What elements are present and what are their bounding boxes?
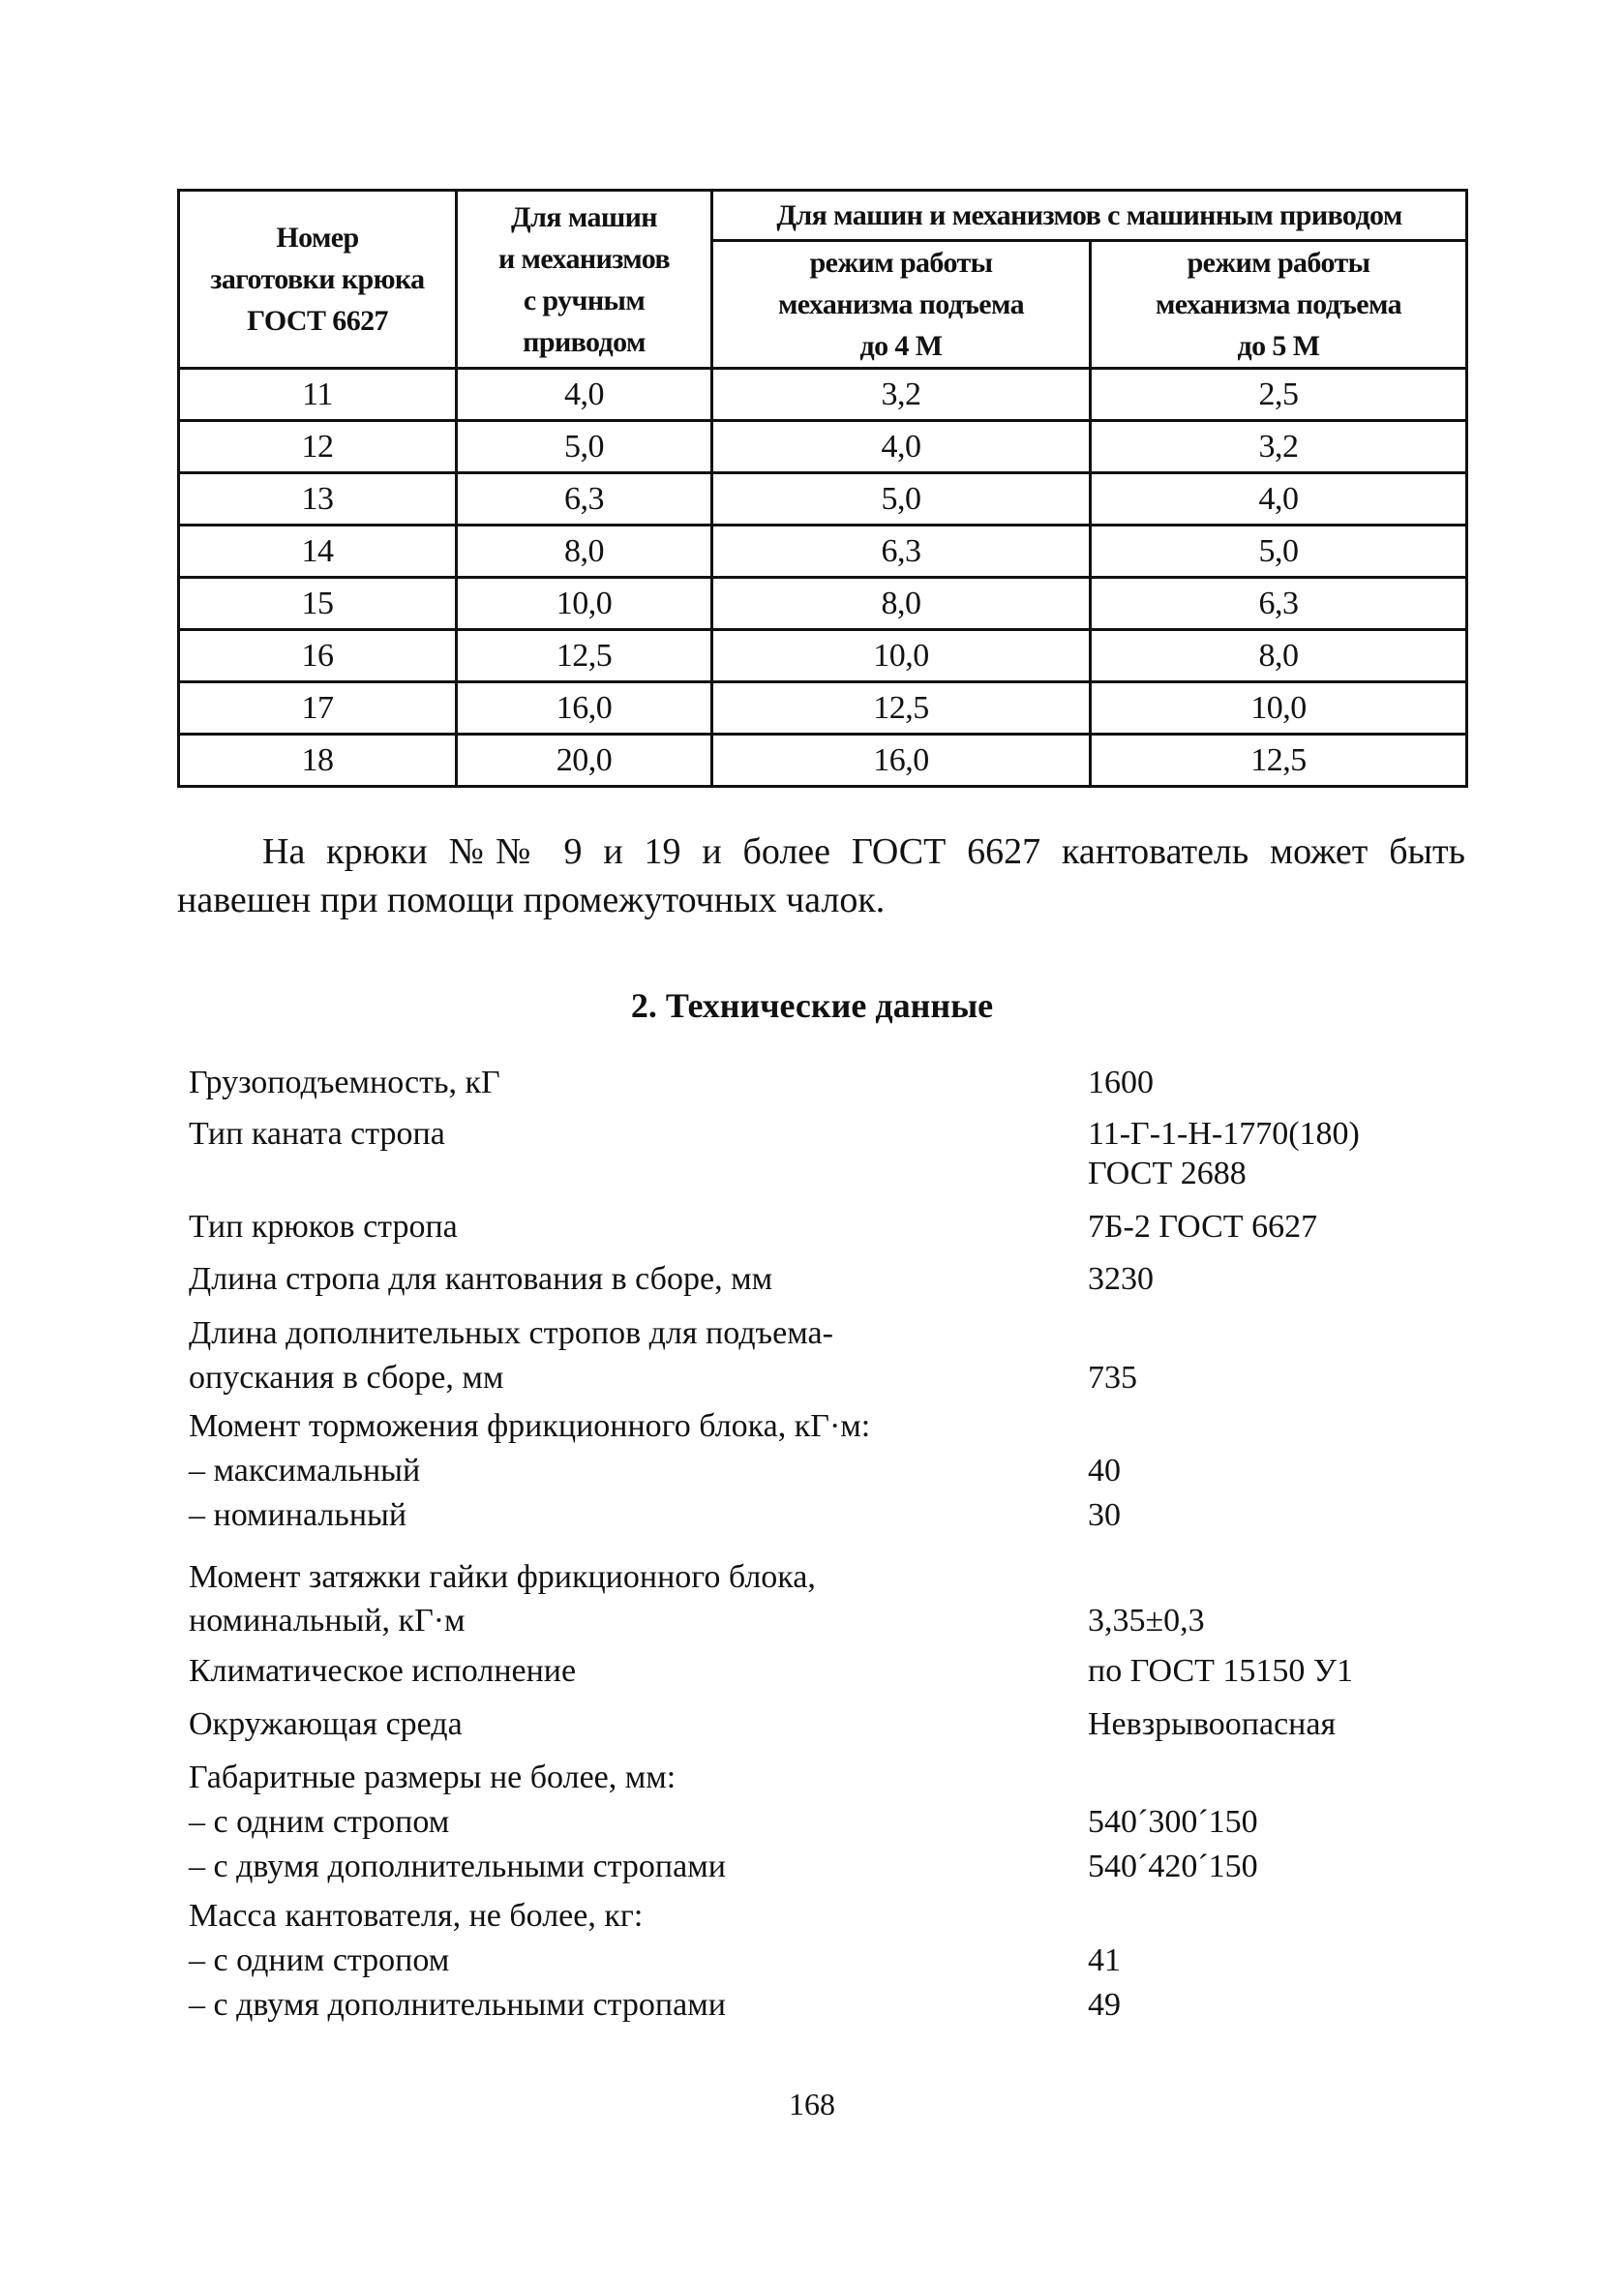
table-cell: 6,3 (457, 473, 712, 526)
header-line: ГОСТ 6627 (247, 305, 388, 337)
table-row (179, 369, 1467, 421)
spec-label: Тип крюков стропа (189, 1209, 458, 1245)
table-cell: 10,0 (1091, 682, 1467, 735)
table-cell: 5,0 (457, 421, 712, 473)
table-cell: 16,0 (457, 682, 712, 735)
spec-value: 41 (1088, 1942, 1121, 1978)
table-cell: 8,0 (712, 578, 1091, 630)
table-cell: 15 (179, 578, 457, 630)
table-cell: 8,0 (457, 526, 712, 578)
spec-value: 40 (1088, 1453, 1121, 1489)
spec-value: 7Б-2 ГОСТ 6627 (1088, 1209, 1318, 1245)
spec-value: 3,35±0,3 (1088, 1603, 1205, 1639)
table-row (179, 735, 1467, 787)
spec-value: Невзрывоопасная (1088, 1706, 1337, 1742)
spec-label: – максимальный (189, 1453, 421, 1489)
spec-label: – с одним стропом (189, 1942, 450, 1978)
table-cell: 17 (179, 682, 457, 735)
table-row (179, 630, 1467, 682)
table-cell: 3,2 (712, 369, 1091, 421)
spec-value: 540´300´150 (1088, 1804, 1258, 1840)
spec-label: Момент затяжки гайки фрикционного блока, (189, 1559, 816, 1595)
table-cell: 11 (179, 369, 457, 421)
table-cell: 6,3 (712, 526, 1091, 578)
table-cell: 2,5 (1091, 369, 1467, 421)
table-cell: 20,0 (457, 735, 712, 787)
table-cell: 10,0 (457, 578, 712, 630)
header-line: с ручным (523, 284, 646, 316)
table-cell: 14 (179, 526, 457, 578)
spec-label: опускания в сборе, мм (189, 1360, 504, 1396)
table-cell: 8,0 (1091, 630, 1467, 682)
spec-label: Тип каната стропа (189, 1116, 445, 1152)
spec-label: Окружающая среда (189, 1706, 463, 1742)
spec-value: 3230 (1088, 1261, 1154, 1297)
spec-label: Длина дополнительных стропов для подъема- (189, 1315, 833, 1351)
table-row (179, 473, 1467, 526)
header-mode-4m (712, 241, 1091, 369)
spec-value: 30 (1088, 1497, 1121, 1533)
page-number: 168 (789, 2087, 835, 2121)
table-cell: 16,0 (712, 735, 1091, 787)
table-cell: 12,5 (457, 630, 712, 682)
header-line: до 5 М (1237, 330, 1320, 362)
spec-value: 49 (1088, 1987, 1121, 2023)
hook-load-table (177, 189, 1468, 788)
table-cell: 16 (179, 630, 457, 682)
table-cell: 4,0 (712, 421, 1091, 473)
header-line: до 4 М (859, 330, 943, 362)
spec-label: Момент торможения фрикционного блока, кГ·м: (189, 1408, 871, 1444)
table-cell: 13 (179, 473, 457, 526)
header-line: Номер (276, 222, 359, 254)
spec-label: номинальный, кГ·м (189, 1603, 466, 1639)
table-cell: 5,0 (1091, 526, 1467, 578)
section-title: 2. Технические данные (630, 986, 994, 1025)
table-cell: 5,0 (712, 473, 1091, 526)
table-cell: 3,2 (1091, 421, 1467, 473)
note-paragraph (177, 827, 1465, 924)
header-mode-5m (1091, 241, 1467, 369)
spec-value: 1600 (1088, 1065, 1154, 1100)
spec-value: 735 (1088, 1360, 1137, 1396)
spec-label: – с одним стропом (189, 1804, 450, 1840)
note-line-1: На крюки №№ 9 и 19 и более ГОСТ 6627 кантователь может быть (262, 831, 1465, 872)
spec-label: – с двумя дополнительными стропами (189, 1987, 726, 2023)
spec-label: Длина стропа для кантования в сборе, мм (189, 1261, 773, 1297)
table-cell: 18 (179, 735, 457, 787)
spec-label: Грузоподъемность, кГ (189, 1065, 500, 1100)
table-cell: 12,5 (1091, 735, 1467, 787)
spec-label: Климатическое исполнение (189, 1653, 577, 1689)
header-line: механизма подъема (777, 288, 1025, 320)
table-cell: 4,0 (1091, 473, 1467, 526)
table-cell: 10,0 (712, 630, 1091, 682)
table-row (179, 526, 1467, 578)
spec-label: – номинальный (189, 1497, 407, 1533)
table-cell: 4,0 (457, 369, 712, 421)
header-hook-number (179, 191, 457, 369)
header-line: заготовки крюка (210, 263, 425, 295)
table-cell: 12 (179, 421, 457, 473)
spec-label: – с двумя дополнительными стропами (189, 1849, 726, 1884)
table-row (179, 578, 1467, 630)
header-machine-drive-group: Для машин и механизмов с машинным приводом (712, 191, 1467, 241)
spec-label: Габаритные размеры не более, мм: (189, 1760, 677, 1795)
table-cell: 12,5 (712, 682, 1091, 735)
table-row (179, 682, 1467, 735)
header-line: и механизмов (497, 242, 671, 275)
note-line-2: навешен при помощи промежуточных чалок. (177, 880, 886, 920)
spec-label: Масса кантователя, не более, кг: (189, 1898, 644, 1934)
header-line: механизма подъема (1155, 288, 1402, 320)
header-line: приводом (523, 325, 646, 358)
table-cell: 6,3 (1091, 578, 1467, 630)
spec-value: ГОСТ 2688 (1088, 1156, 1247, 1191)
table-row (179, 421, 1467, 473)
header-line: режим работы (1187, 247, 1370, 279)
header-line: режим работы (809, 247, 993, 279)
header-line: Для машин (511, 200, 657, 233)
spec-value: 540´420´150 (1088, 1849, 1258, 1884)
header-manual-drive (457, 191, 712, 369)
spec-value: по ГОСТ 15150 У1 (1088, 1653, 1353, 1689)
spec-value: 11-Г-1-Н-1770(180) (1088, 1116, 1360, 1152)
